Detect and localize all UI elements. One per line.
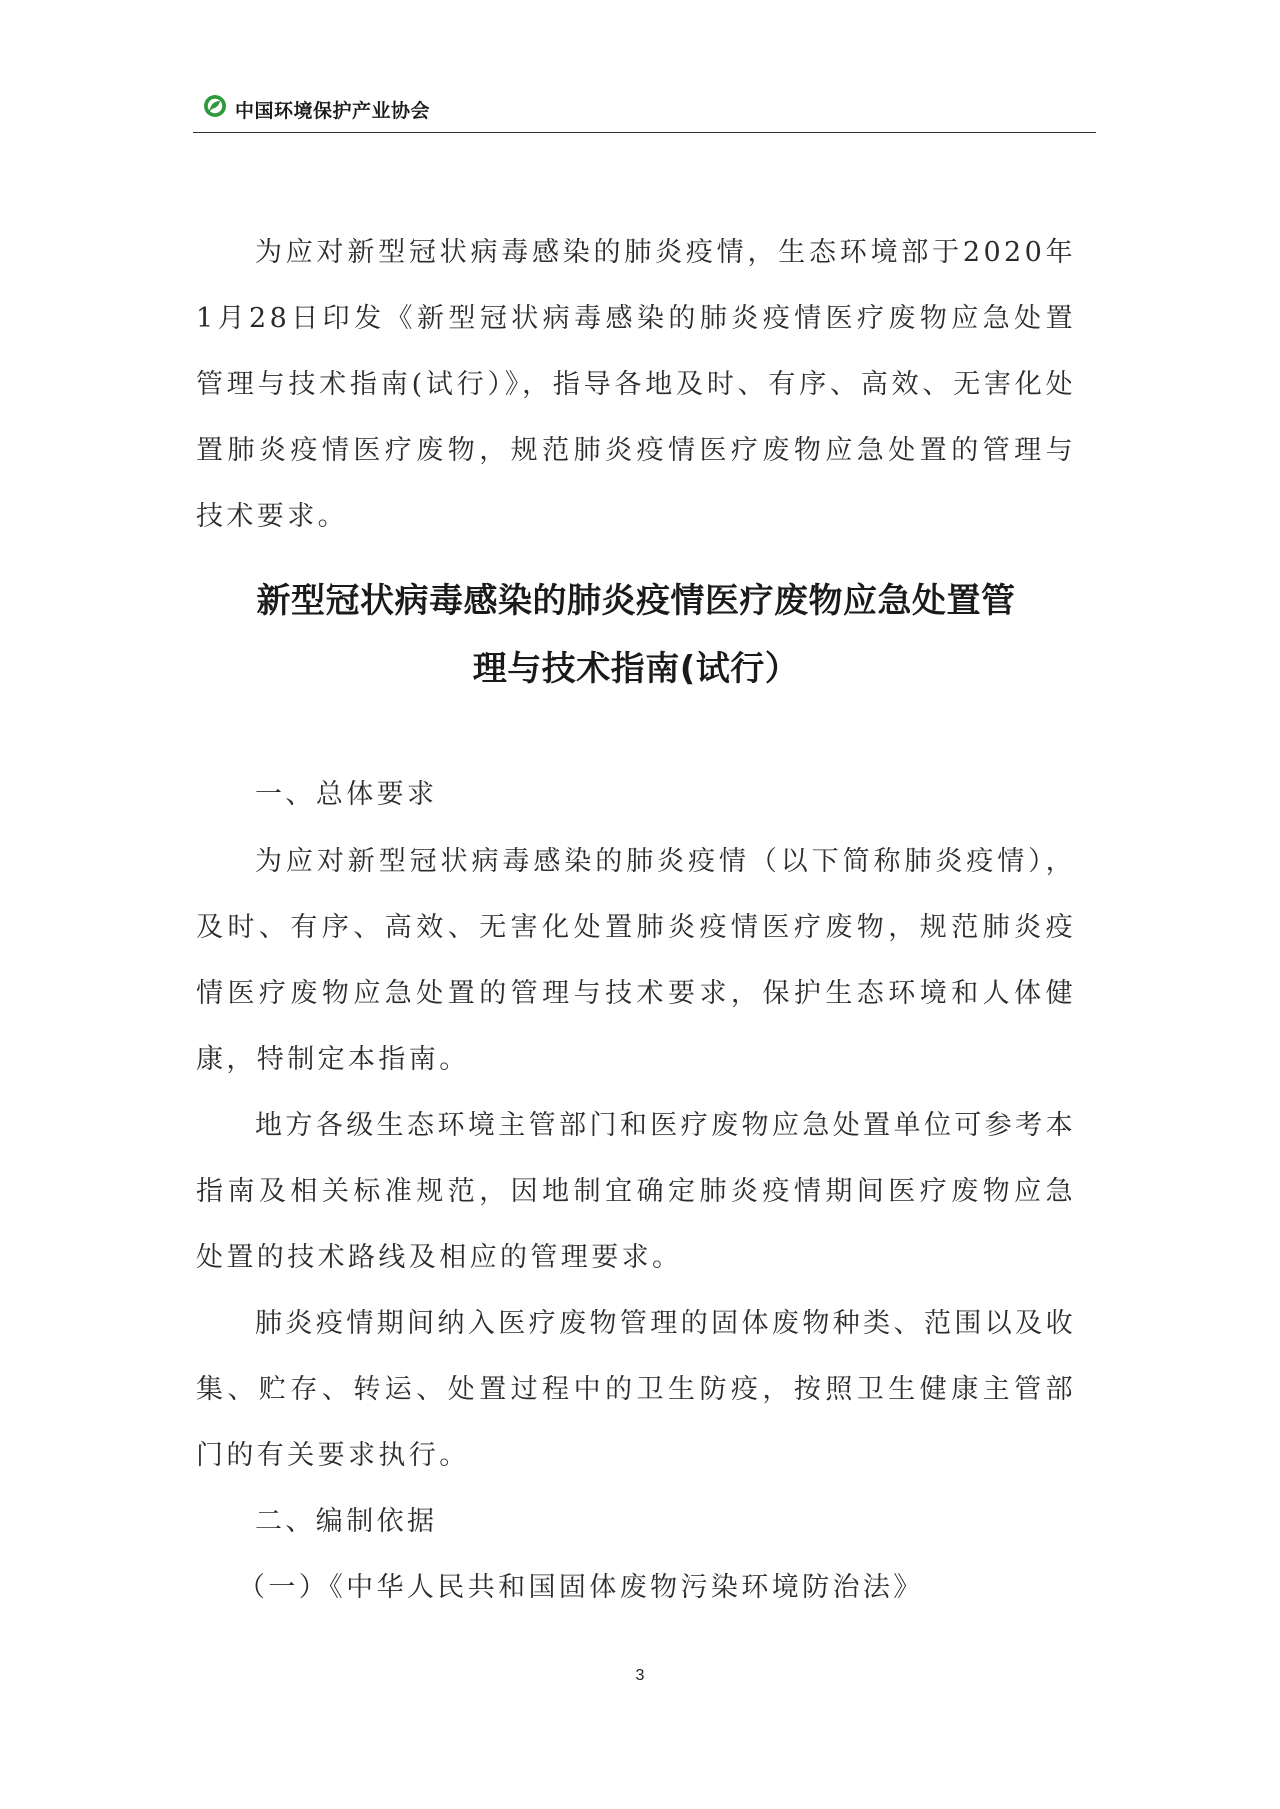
page-header [193,92,1096,133]
basis-item-1: （一）《中华人民共和国固体废物污染环境防治法》 [238,1572,924,1603]
section-heading-general-requirements: 一、总体要求 [255,779,438,810]
document-title [196,567,1076,703]
section1-paragraph-1: 为应对新型冠状病毒感染的肺炎疫情（以下简称肺炎疫情），及时、有序、高效、无害化处置肺炎疫情医疗废物，规范肺炎疫情医疗废物应急处置的管理与技术要求，保护生态环境和人体健康，特制定本指南。 [196,846,1076,1075]
page-number: 3 [635,1667,645,1684]
intro-paragraph: 为应对新型冠状病毒感染的肺炎疫情，生态环境部于2020年1月28日印发《新型冠状病毒感染的肺炎疫情医疗废物应急处置管理与技术指南(试行）》，指导各地及时、有序、高效、无害化处置肺炎疫情医疗废物，规范肺炎疫情医疗废物应急处置的管理与技术要求。 [196,237,1076,532]
document-title-line2: 理与技术指南(试行） [472,649,800,689]
organization-name: 中国环境保护产业协会 [235,100,431,122]
section1-paragraph-2: 地方各级生态环境主管部门和医疗废物应急处置单位可参考本指南及相关标准规范，因地制宜确定肺炎疫情期间医疗废物应急处置的技术路线及相应的管理要求。 [196,1110,1076,1273]
association-logo-icon [203,94,227,118]
section1-paragraph-3: 肺炎疫情期间纳入医疗废物管理的固体废物种类、范围以及收集、贮存、转运、处置过程中的卫生防疫，按照卫生健康主管部门的有关要求执行。 [196,1308,1076,1471]
section-heading-basis: 二、编制依据 [255,1506,438,1537]
document-title-line1: 新型冠状病毒感染的肺炎疫情医疗废物应急处置管 [256,581,1016,621]
